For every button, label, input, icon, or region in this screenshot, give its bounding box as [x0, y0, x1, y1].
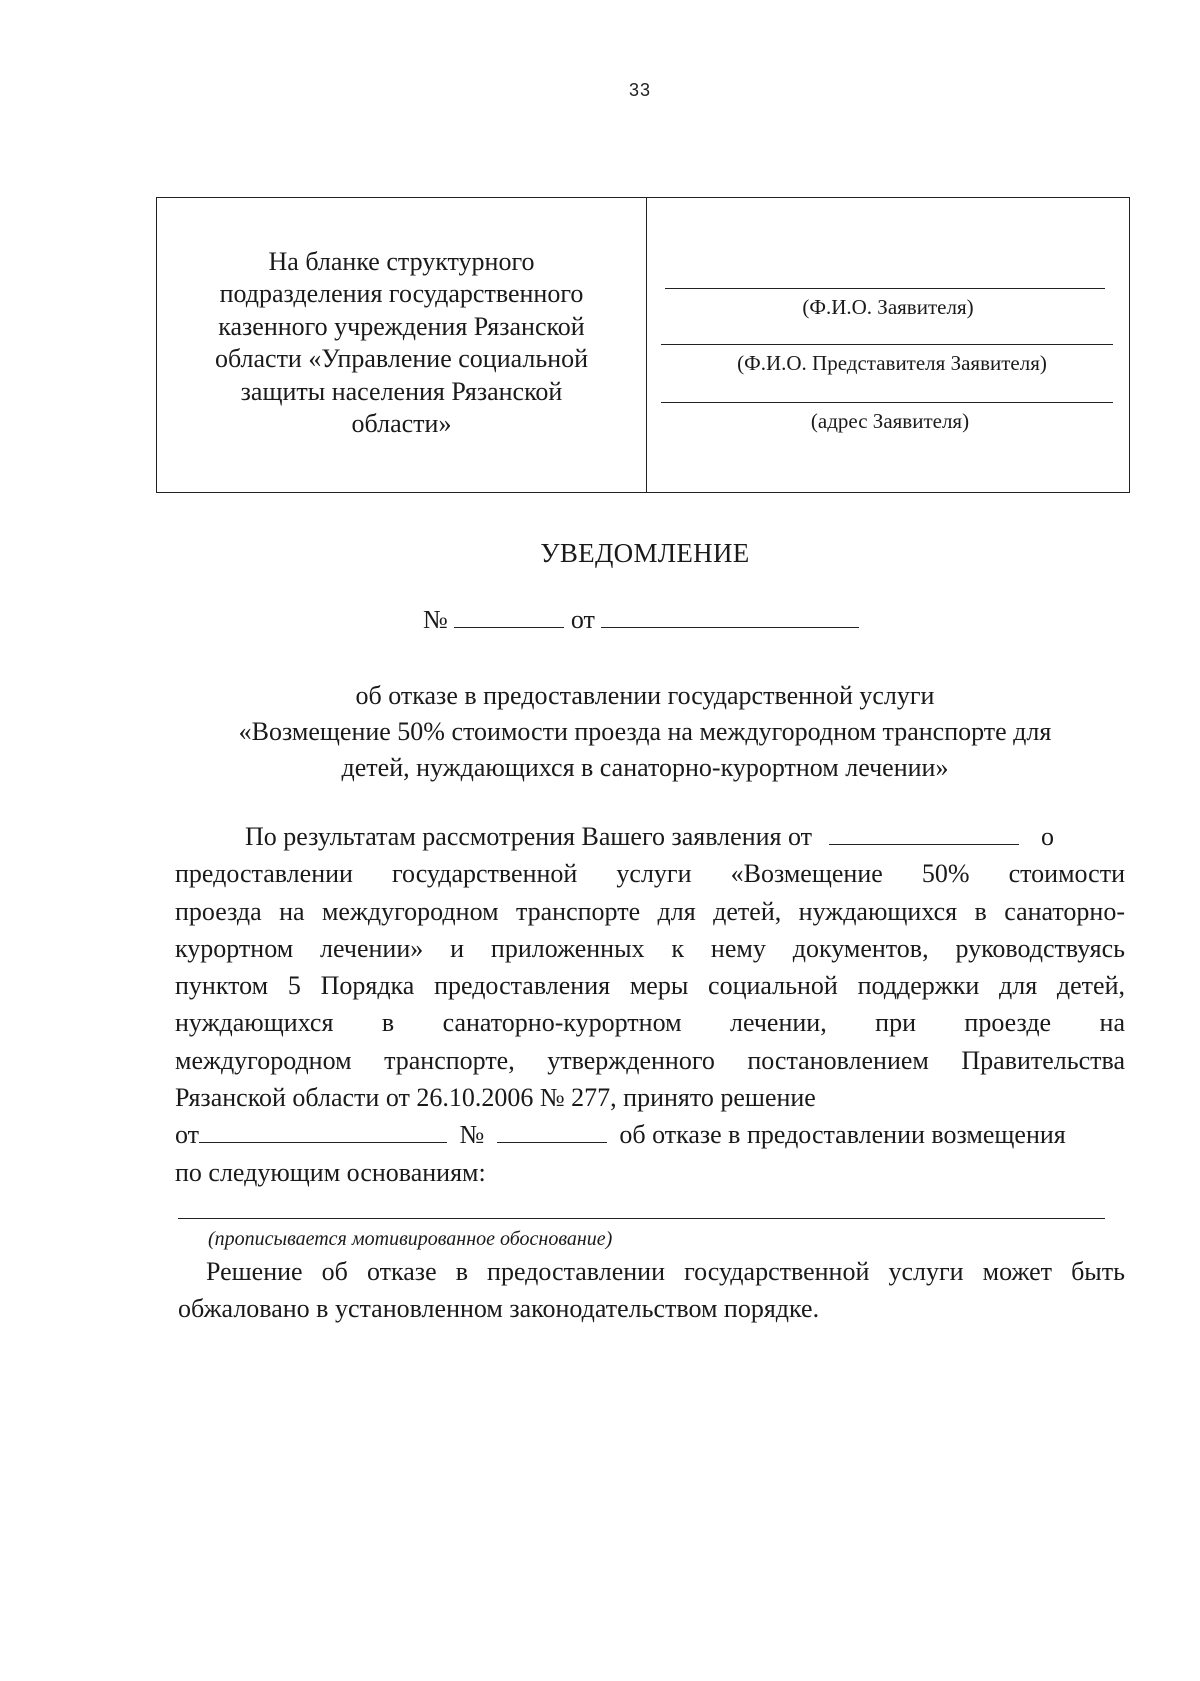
- letterhead-line: области «Управление социальной: [214, 344, 589, 373]
- notice-number-blank: [454, 605, 564, 628]
- letterhead-line: защиты населения Рязанской: [240, 376, 563, 406]
- letterhead-line: области»: [351, 409, 452, 438]
- header-table: [156, 197, 1130, 493]
- notice-body: [175, 818, 1125, 1191]
- body-line: предоставлении государственной услуги «Возмещение 50% стоимости: [175, 859, 1125, 889]
- letterhead-line: На бланке структурного: [268, 246, 535, 276]
- document-title: УВЕДОМЛЕНИЕ: [540, 538, 750, 568]
- decision-number-blank: [497, 1120, 607, 1143]
- body-line: пунктом 5 Порядка предоставления меры социальной поддержки для детей,: [175, 971, 1125, 1001]
- subject-line: об отказе в предоставлении государственной услуги: [355, 681, 935, 710]
- letterhead-line: казенного учреждения Рязанской: [218, 311, 585, 341]
- body-line: курортном лечении» и приложенных к нему документов, руководствуясь: [175, 933, 1125, 963]
- body-first-line-text: По результатам рассмотрения Вашего заявления от: [245, 822, 812, 851]
- body-line: проезда на междугородном транспорте для детей, нуждающихся в санаторно-: [175, 896, 1125, 926]
- decision-date-label: от: [175, 1120, 200, 1150]
- body-first-line: [175, 818, 1125, 855]
- notice-number-line: [423, 605, 859, 635]
- decision-text: об отказе в предоставлении возмещения: [619, 1120, 1066, 1150]
- applicant-name-caption: (Ф.И.О. Заявителя): [802, 295, 974, 319]
- notice-subject: [0, 678, 1200, 786]
- subject-line: детей, нуждающихся в санаторно-курортном лечении»: [341, 753, 949, 782]
- body-line: нуждающихся в санаторно-курортном лечении, при проезде на: [175, 1008, 1125, 1038]
- page-number: 33: [628, 80, 652, 100]
- letterhead-line: подразделения государственного: [219, 279, 584, 308]
- notice-date-blank: [601, 605, 859, 628]
- decision-number-label: №: [459, 1120, 485, 1150]
- body-line: междугородном транспорте, утвержденного постановлением Правительства: [175, 1045, 1125, 1075]
- representative-name-caption: (Ф.И.О. Представителя Заявителя): [737, 351, 1047, 375]
- letterhead-cell: [157, 198, 647, 492]
- application-date-blank: [829, 822, 1019, 845]
- grounds-line: по следующим основаниям:: [175, 1157, 486, 1187]
- decision-date-blank: [199, 1120, 447, 1143]
- body-first-line-suffix: о: [1041, 822, 1054, 851]
- applicant-name-line: [665, 288, 1105, 289]
- decision-line: [175, 1116, 1125, 1153]
- applicant-address-line: [661, 402, 1113, 403]
- appeal-line: обжаловано в установленном законодательством порядке.: [178, 1294, 820, 1324]
- number-label: №: [423, 605, 448, 634]
- letterhead-text: [215, 246, 588, 441]
- body-line: Рязанской области от 26.10.2006 № 277, принято решение: [175, 1083, 816, 1113]
- appeal-line: Решение об отказе в предоставлении государственной услуги может быть: [206, 1257, 1125, 1286]
- appeal-notice: [178, 1253, 1125, 1328]
- date-label: от: [570, 605, 595, 634]
- reason-blank-line: [178, 1218, 1105, 1219]
- representative-name-line: [661, 344, 1113, 345]
- subject-line: «Возмещение 50% стоимости проезда на междугородном транспорте для: [238, 717, 1052, 746]
- reason-caption: (прописывается мотивированное обоснование): [208, 1228, 613, 1250]
- applicant-address-caption: (адрес Заявителя): [810, 409, 970, 433]
- addressee-cell: [647, 198, 1129, 492]
